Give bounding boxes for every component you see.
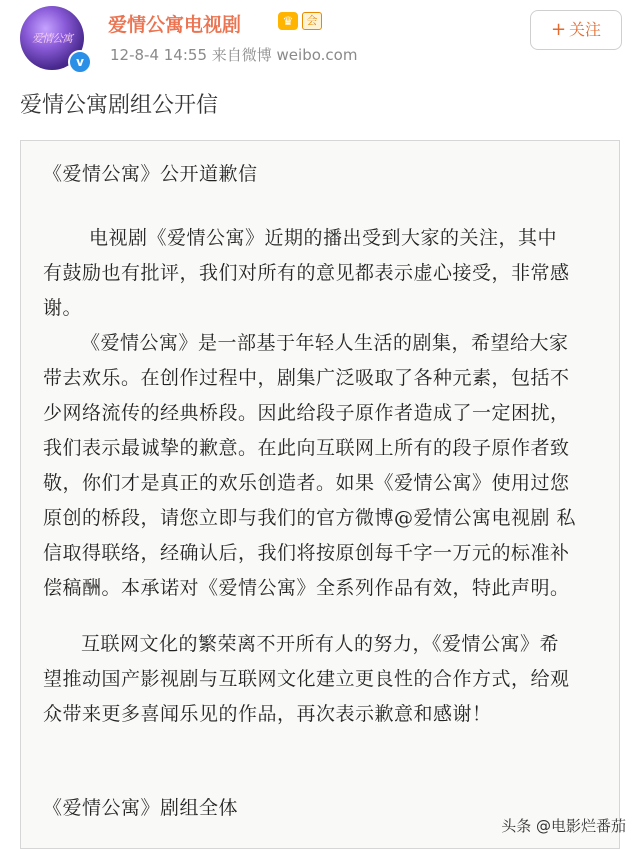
letter-signature: 《爱情公寓》剧组全体 — [43, 797, 239, 819]
follow-label: 关注 — [569, 20, 602, 39]
post-meta: 12-8-4 14:55 来自微博 weibo.com — [110, 46, 358, 64]
letter-line: 少网络流传的经典桥段。因此给段子原作者造成了一定困扰， — [43, 402, 570, 424]
watermark: 头条 @电影烂番茄 — [501, 817, 626, 835]
account-name[interactable]: 爱情公寓电视剧 — [108, 14, 242, 36]
letter-line: 谢。 — [43, 297, 83, 319]
letter-line: 带去欢乐。在创作过程中，剧集广泛吸取了各种元素，包括不 — [43, 367, 570, 389]
letter-line: 信取得联络，经确认后，我们将按原创每千字一万元的标准补 — [43, 542, 570, 564]
letter-line: 望推动国产影视剧与互联网文化建立更良性的合作方式，给观 — [43, 668, 570, 690]
letter-line: 偿稿酬。本承诺对《爱情公寓》全系列作品有效，特此声明。 — [43, 577, 570, 599]
plus-icon: + — [550, 19, 567, 40]
verified-badge-icon: v — [68, 50, 92, 74]
letter-line: 《爱情公寓》是一部基于年轻人生活的剧集，希望给大家 — [81, 332, 569, 354]
follow-button[interactable] — [530, 10, 622, 50]
letter-line: 原创的桥段，请您立即与我们的官方微博@爱情公寓电视剧 私 — [43, 507, 577, 529]
letter-heading: 《爱情公寓》公开道歉信 — [43, 163, 258, 185]
post-header — [0, 0, 640, 76]
letter-line: 电视剧《爱情公寓》近期的播出受到大家的关注，其中 — [89, 227, 558, 249]
letter-line: 有鼓励也有批评，我们对所有的意见都表示虚心接受，非常感 — [43, 262, 570, 284]
avatar-logo-text: 爱情公寓 — [32, 32, 72, 45]
letter-line: 众带来更多喜闻乐见的作品，再次表示歉意和感谢！ — [43, 703, 492, 725]
member-badge-icon: 会 — [302, 12, 322, 30]
crown-badge-icon: ♛ — [278, 12, 298, 30]
letter-line: 敬，你们才是真正的欢乐创造者。如果《爱情公寓》使用过您 — [43, 472, 570, 494]
letter-image — [20, 140, 620, 849]
letter-line: 我们表示最诚挚的歉意。在此向互联网上所有的段子原作者致 — [43, 437, 570, 459]
letter-line: 互联网文化的繁荣离不开所有人的努力，《爱情公寓》希 — [81, 633, 560, 655]
post-title: 爱情公寓剧组公开信 — [20, 93, 219, 118]
